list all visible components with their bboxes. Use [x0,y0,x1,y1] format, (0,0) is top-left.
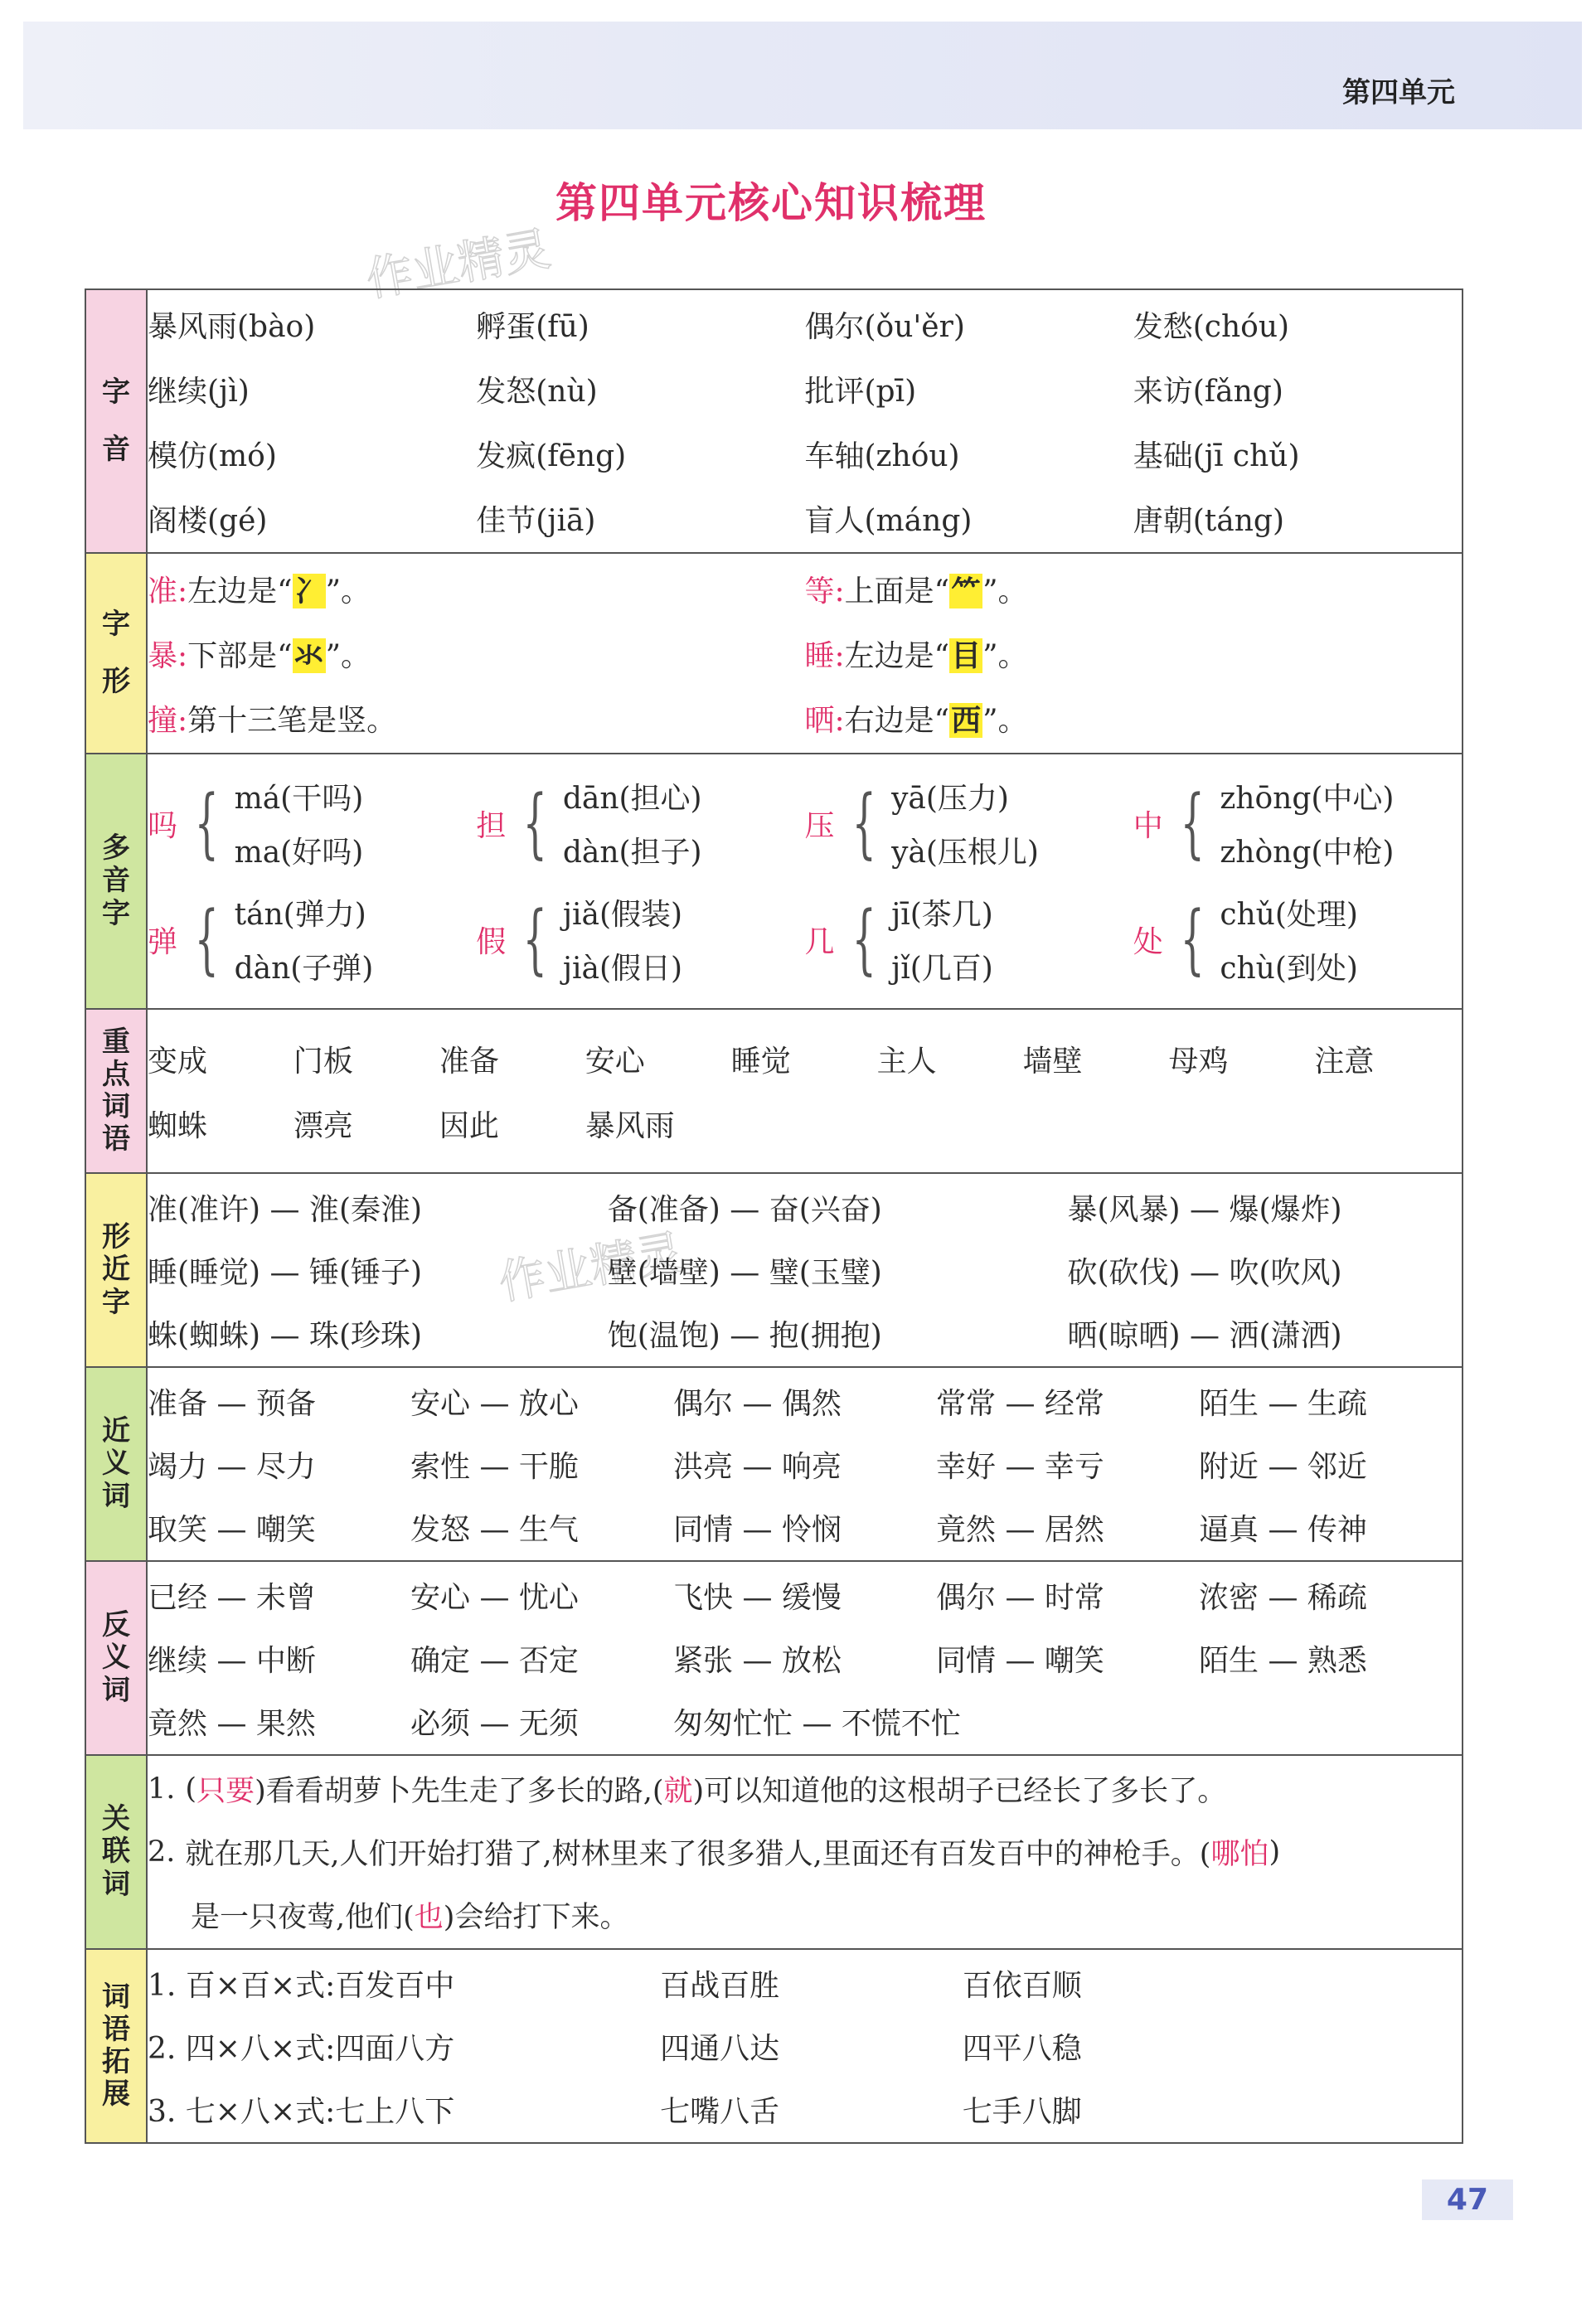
similar-item: 暴(风暴) — 爆(爆炸) [1067,1192,1342,1227]
watermark: 作业精灵 [494,1224,687,1311]
antonym-item: 紧张 — 放松 [673,1643,842,1678]
pron-item: 发怒(nù) [476,374,598,409]
keyword-item: 母鸡 [1168,1044,1229,1079]
category-label: 近 义 词 [85,1367,147,1561]
pron-item: 来访(fǎng) [1133,374,1283,409]
section-conjunctions [85,1755,1463,1949]
pron-item: 暴风雨(bào) [148,309,316,344]
category-label: 字 形 [85,553,147,754]
category-label: 多 音 字 [85,754,147,1009]
poly-item: 处 { chǔ(处理) chù(到处) [1133,895,1358,986]
page-number: 47 [1422,2179,1513,2220]
unit-label: 第四单元 [1342,76,1455,109]
synonym-item: 附近 — 邻近 [1199,1449,1367,1484]
antonym-item: 浓密 — 稀疏 [1199,1580,1367,1615]
pron-item: 偶尔(ǒu'ěr) [804,309,965,344]
pron-item: 发疯(fēng) [476,439,627,473]
category-label: 反 义 词 [85,1561,147,1755]
keyword-item: 变成 [148,1044,208,1079]
expansion-item: 百战百胜 [660,1968,780,2003]
poly-item: 假 { jiǎ(假装) jià(假日) [476,895,683,986]
similar-item: 壁(墙壁) — 璧(玉璧) [607,1255,882,1290]
synonym-item: 幸好 — 幸亏 [936,1449,1104,1484]
keyword-item: 安心 [585,1044,645,1079]
glyph-item: 等:上面是“⺮”。 [804,573,1028,608]
similar-item: 蛛(蜘蛛) — 珠(珍珠) [148,1318,423,1353]
antonym-item: 确定 — 否定 [410,1643,579,1678]
antonym-item: 飞快 — 缓慢 [673,1580,842,1615]
section-glyph [85,553,1463,754]
similar-item: 砍(砍伐) — 吹(吹风) [1067,1255,1342,1290]
knowledge-table [85,288,1463,2144]
watermark: 作业精灵 [361,221,555,308]
antonym-item: 偶尔 — 时常 [936,1580,1104,1615]
expansion-item: 1. 百×百×式:百发百中 [148,1968,455,2003]
pron-item: 批评(pī) [804,374,917,409]
antonym-item: 陌生 — 熟悉 [1199,1643,1367,1678]
synonym-item: 索性 — 干脆 [410,1449,579,1484]
synonym-item: 竭力 — 尽力 [148,1449,316,1484]
keyword-item: 门板 [293,1044,353,1079]
poly-item: 弹 { tán(弹力) dàn(子弹) [148,895,374,986]
category-label: 形 近 字 [85,1173,147,1367]
section-pronunciation [85,289,1463,553]
expansion-item: 七手八脚 [962,2094,1082,2129]
conjunction-sentence: 2. 就在那几天,人们开始打猎了,树林里来了很多猎人,里面还有百发百中的神枪手。( 哪怕 ) [148,1835,1281,1871]
glyph-item: 晒:右边是“西”。 [804,702,1028,738]
expansion-item: 3. 七×八×式:七上八下 [148,2094,455,2129]
keyword-item: 因此 [439,1108,499,1143]
section-similar-chars [85,1173,1463,1367]
synonym-item: 准备 — 预备 [148,1386,316,1421]
pron-item: 基础(jī chǔ) [1133,439,1300,473]
expansion-item: 四通八达 [660,2031,780,2066]
category-label: 字 音 [85,289,147,553]
pron-item: 车轴(zhóu) [804,439,960,473]
conjunction-sentence: 1. ( 只要 )看看胡萝卜先生走了多长的路,( 就 )可以知道他的这根胡子已经长了多长了。 [148,1772,1227,1808]
similar-item: 睡(睡觉) — 锤(锤子) [148,1255,423,1290]
section-synonyms [85,1367,1463,1561]
keyword-item: 蜘蛛 [148,1108,208,1143]
synonym-item: 取笑 — 嘲笑 [148,1512,316,1547]
category-label: 关 联 词 [85,1755,147,1949]
conjunction-sentence: 是一只夜莺,他们( 也 )会给打下来。 [191,1901,629,1934]
antonym-item: 已经 — 未曾 [148,1580,316,1615]
similar-item: 饱(温饱) — 抱(拥抱) [607,1318,882,1353]
category-label: 重 点 词 语 [85,1009,147,1173]
expansion-item: 2. 四×八×式:四面八方 [148,2031,455,2066]
page-title: 第四单元核心知识梳理 [555,179,987,227]
keyword-item: 准备 [439,1044,499,1079]
section-polyphonic [85,754,1463,1009]
poly-item: 吗 { má(干吗) ma(好吗) [148,778,364,870]
antonym-item: 继续 — 中断 [148,1643,316,1678]
antonym-item: 必须 — 无须 [410,1706,579,1741]
antonym-item: 同情 — 嘲笑 [936,1643,1104,1678]
keyword-item: 暴风雨 [585,1108,675,1143]
category-label: 词 语 拓 展 [85,1949,147,2143]
synonym-item: 常常 — 经常 [936,1386,1104,1421]
synonym-item: 陌生 — 生疏 [1199,1386,1367,1421]
similar-item: 准(准许) — 淮(秦淮) [148,1192,423,1227]
synonym-item: 洪亮 — 响亮 [673,1449,842,1484]
poly-item: 中 { zhōng(中心) zhòng(中枪) [1133,778,1395,870]
section-keywords [85,1009,1463,1173]
poly-item: 几 { jī(茶几) jǐ(几百) [804,895,993,986]
keyword-item: 睡觉 [730,1044,791,1079]
similar-item: 晒(晾晒) — 洒(潇洒) [1067,1318,1342,1353]
section-antonyms [85,1561,1463,1755]
expansion-item: 四平八稳 [962,2031,1082,2066]
synonym-item: 发怒 — 生气 [410,1512,579,1547]
pron-item: 盲人(máng) [804,503,973,538]
antonym-item: 竟然 — 果然 [148,1706,316,1741]
keyword-item: 注意 [1314,1044,1375,1079]
synonym-item: 安心 — 放心 [410,1386,579,1421]
pron-item: 唐朝(táng) [1133,503,1285,538]
poly-item: 压 { yā(压力) yà(压根儿) [804,778,1039,870]
glyph-item: 暴:下部是“氺”。 [148,638,371,673]
synonym-item: 同情 — 怜悯 [673,1512,842,1547]
keyword-item: 漂亮 [293,1108,353,1143]
similar-item: 备(准备) — 奋(兴奋) [607,1192,882,1227]
expansion-item: 七嘴八舌 [660,2094,780,2129]
pron-item: 阁楼(gé) [148,503,268,538]
synonym-item: 竟然 — 居然 [936,1512,1104,1547]
glyph-item: 睡:左边是“目”。 [804,638,1028,673]
pron-item: 模仿(mó) [148,439,277,473]
expansion-item: 百依百顺 [962,1968,1082,2003]
pron-item: 继续(jì) [148,374,250,409]
poly-item: 担 { dān(担心) dàn(担子) [476,778,702,870]
antonym-item: 安心 — 忧心 [410,1580,579,1615]
pron-item: 发愁(chóu) [1133,309,1290,344]
section-expansion [85,1949,1463,2143]
synonym-item: 偶尔 — 偶然 [673,1386,842,1421]
pron-item: 佳节(jiā) [476,503,596,538]
antonym-item: 匆匆忙忙 — 不慌不忙 [673,1706,961,1741]
pron-item: 孵蛋(fū) [476,309,589,344]
keyword-item: 墙壁 [1022,1044,1083,1079]
glyph-item: 准:左边是“冫”。 [148,573,371,608]
keyword-item: 主人 [876,1044,937,1079]
synonym-item: 逼真 — 传神 [1199,1512,1367,1547]
glyph-item: 撞:第十三笔是竖。 [148,703,397,738]
